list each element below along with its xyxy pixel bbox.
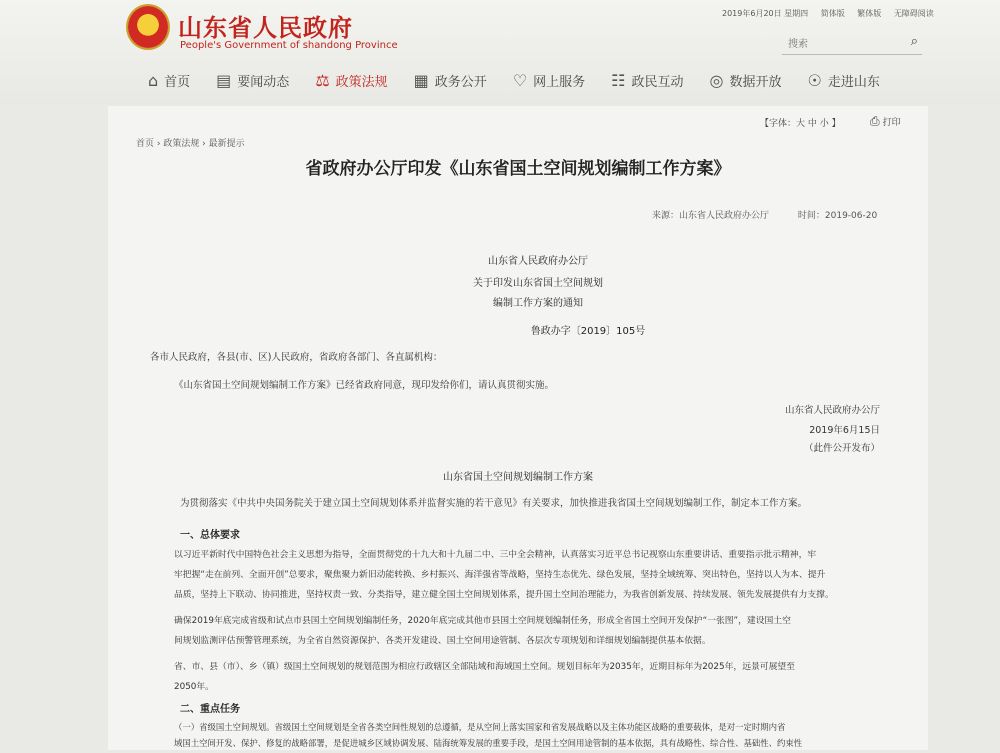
article-title: 省政府办公厅印发《山东省国土空间规划编制工作方案》	[305, 159, 731, 179]
nav-label: 要闻动态	[237, 74, 290, 90]
paragraph-line: 域国土空间开发、保护、修复的战略部署，是促进城乡区域协调发展、陆海统筹发展的重要手段，是国土空间用途管制的基本依据，具有战略性、综合性、基础性、约束性	[174, 738, 803, 748]
paragraph-line: 以习近平新时代中国特色社会主义思想为指导，全面贯彻党的十九大和十九届二中、三中全会精神，认真落实习近平总书记视察山东重要讲话、重要指示批示精神，牢	[174, 550, 817, 560]
globe-icon: ☉	[807, 70, 822, 90]
print-label: 打印	[882, 118, 901, 128]
site-title[interactable]: 山东省人民政府	[178, 14, 353, 42]
home-icon: ⌂	[148, 70, 159, 90]
nav-label: 走进山东	[827, 74, 880, 90]
accessible-reading-link[interactable]: 无障碍阅读	[893, 9, 934, 18]
main-nav	[148, 68, 906, 92]
print-button[interactable]	[870, 114, 901, 129]
notice-title-line2: 编制工作方案的通知	[493, 298, 583, 309]
notice-title-line1: 关于印发山东省国土空间规划	[473, 278, 603, 289]
doc-number: 鲁政办字〔2019〕105号	[530, 326, 646, 337]
nav-policy[interactable]	[315, 68, 387, 92]
scales-icon: ⚖	[315, 70, 330, 90]
heart-icon: ♡	[512, 70, 528, 90]
paragraph-line: 间规划监测评估预警管理系统，为全省自然资源保护、各类开发建设、国土空间用途管制、各层次专项规划和详细规划编制提供基本依据。	[174, 636, 711, 646]
addressee: 各市人民政府，各县(市、区)人民政府，省政府各部门、各直属机构：	[150, 352, 443, 363]
search-box	[782, 32, 922, 55]
intro-paragraph: 为贯彻落实《中共中央国务院关于建立国土空间规划体系并监督实施的若干意见》有关要求，加快推进我省国土空间规划编制工作，制定本工作方案。	[180, 498, 808, 509]
book-icon: ▤	[216, 70, 232, 90]
nav-label: 首页	[164, 74, 191, 90]
nav-about-shandong[interactable]	[808, 68, 880, 92]
paragraph-line: 确保2019年底完成省级和试点市县国土空间规划编制任务，2020年底完成其他市县国土空间规划编制任务，形成全省国土空间开发保护“一张图”，建设国土空	[174, 616, 791, 626]
nav-online-service[interactable]	[513, 68, 585, 92]
nav-label: 政民互动	[631, 74, 684, 90]
paragraph-line: 省、市、县（市）、乡（镇）级国土空间规划的规划范围为相应行政辖区全部陆域和海域国土空间。规划目标年为2035年，近期目标年为2025年，远景可展望至	[174, 662, 795, 672]
nav-news[interactable]	[216, 68, 289, 92]
national-emblem-logo	[128, 6, 168, 48]
site-subtitle: People's Government of shandong Province	[180, 40, 398, 51]
article-meta	[652, 208, 903, 221]
paragraph-line: 牢把握“走在前列、全面开创”总要求，聚焦聚力新旧动能转换、乡村振兴、海洋强省等战略，坚持生态优先、绿色发展，坚持全域统筹、突出特色，坚持以人为本、提升	[174, 570, 826, 580]
printer-icon: ⎙	[870, 114, 880, 128]
traditional-link[interactable]: 繁体版	[857, 9, 882, 18]
issuer-line: 山东省人民政府办公厅	[488, 256, 588, 267]
nav-gov-affairs[interactable]	[414, 68, 487, 92]
publish-note: （此件公开发布）	[803, 443, 880, 454]
paragraph-line: 品质，坚持上下联动、协同推进，坚持权责一致、分类指导，建立健全国土空间规划体系，提升国土空间治理能力，为我省创新发展、持续发展、领先发展提供有力支撑。	[174, 590, 834, 600]
nav-open-data[interactable]	[710, 68, 782, 92]
site-header	[0, 0, 1000, 104]
building-icon: ▦	[413, 70, 429, 90]
plan-title: 山东省国土空间规划编制工作方案	[443, 472, 593, 483]
section-heading: 一、总体要求	[180, 530, 240, 541]
search-icon[interactable]: ⌕	[910, 34, 918, 49]
paragraph-line: （一）省级国土空间规划。省级国土空间规划是全省各类空间性规划的总遵循，是从空间上落实国家和省发展战略以及主体功能区战略的重要载体，是对一定时期内省	[174, 722, 786, 732]
interaction-icon: ☷	[611, 70, 626, 90]
nav-home[interactable]	[148, 68, 190, 92]
nav-interaction[interactable]	[611, 68, 683, 92]
article-panel	[108, 106, 928, 750]
top-links	[722, 8, 944, 19]
nav-label: 政务公开	[434, 74, 487, 90]
search-input[interactable]	[782, 34, 900, 56]
sign-date: 2019年6月15日	[809, 425, 880, 436]
data-icon: ◎	[709, 70, 724, 90]
nav-label: 网上服务	[533, 74, 586, 90]
nav-label: 政策法规	[335, 74, 388, 90]
section-heading: 二、重点任务	[180, 704, 240, 715]
body-paragraph: 《山东省国土空间规划编制工作方案》已经省政府同意，现印发给你们，请认真贯彻实施。	[174, 380, 555, 391]
nav-label: 数据开放	[729, 74, 782, 90]
simplified-link[interactable]: 简体版	[820, 9, 845, 18]
sign-org: 山东省人民政府办公厅	[784, 405, 880, 416]
article-source: 来源：山东省人民政府办公厅	[652, 211, 770, 221]
date-text: 2019年6月20日 星期四	[722, 9, 809, 18]
font-size-control[interactable]: 【字体：大 中 小 】	[760, 119, 841, 129]
breadcrumb[interactable]: 首页 › 政策法规 › 最新提示	[136, 139, 245, 149]
article-time: 时间：2019-06-20	[797, 211, 878, 221]
paragraph-line: 2050年。	[174, 682, 214, 692]
